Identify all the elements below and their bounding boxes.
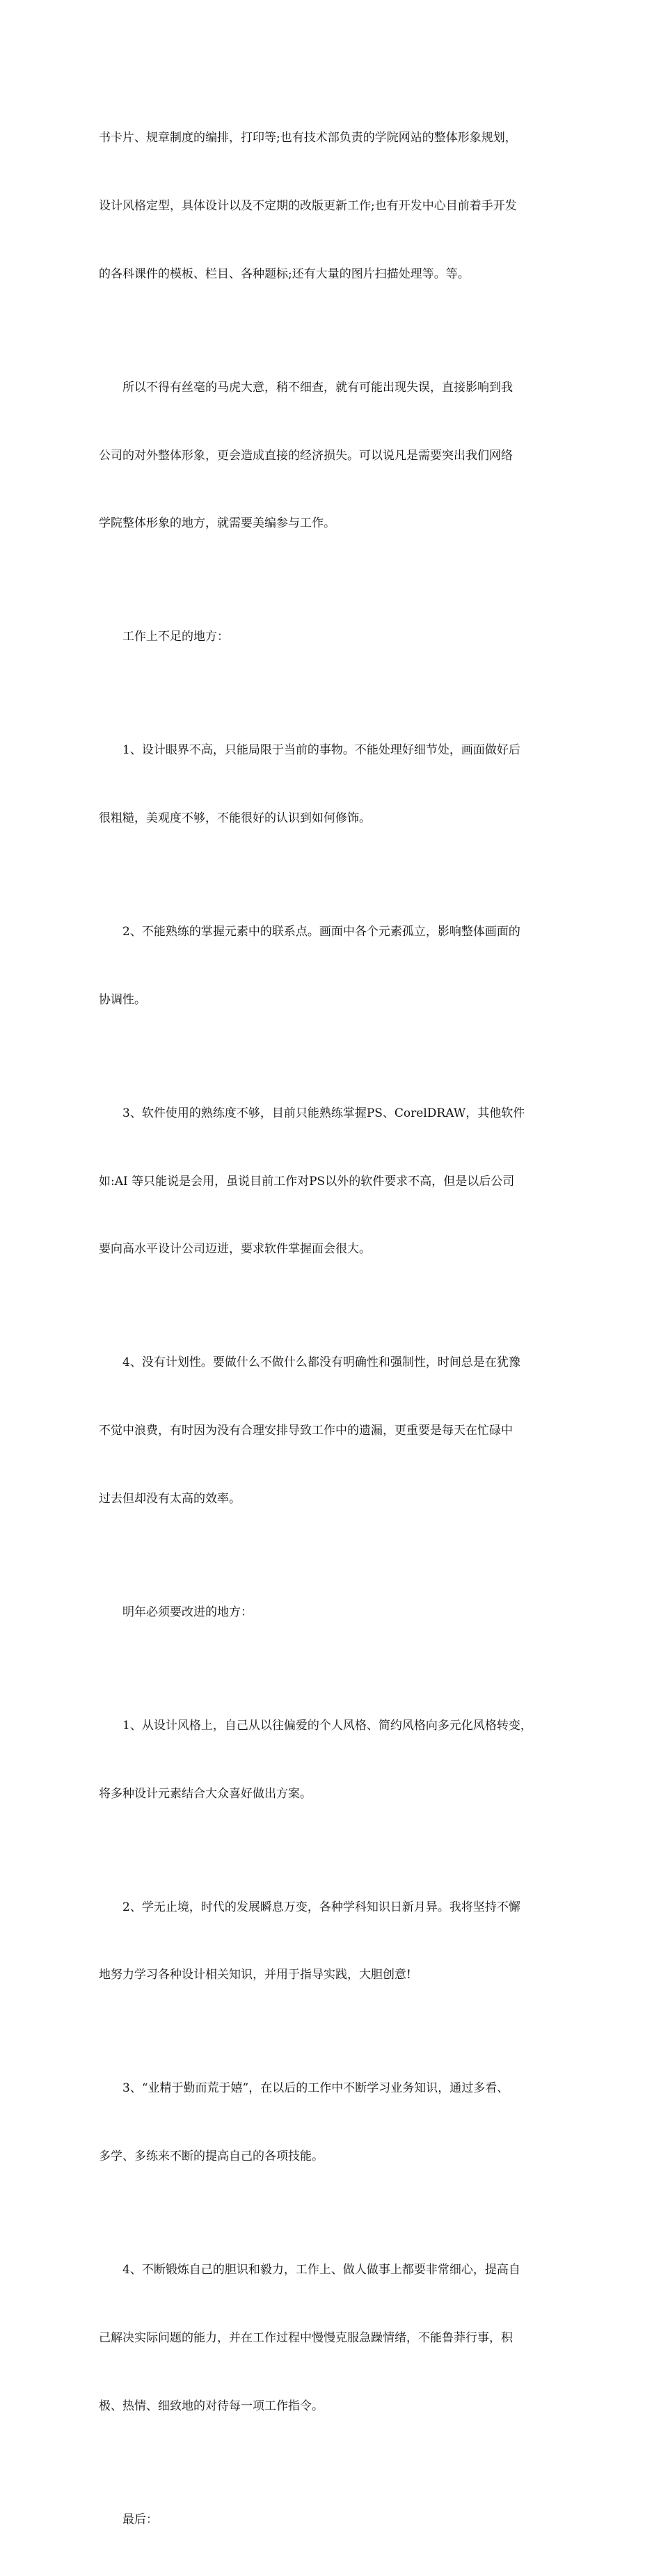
list-item <box>99 694 572 875</box>
text-line: 书卡片、规章制度的编排，打印等;也有技术部负责的学院网站的整体形象规划， <box>99 131 517 145</box>
text-line: 过去但却没有太高的效率。 <box>99 1491 241 1506</box>
section-heading <box>99 1556 572 1669</box>
text-line: 设计风格定型，具体设计以及不定期的改版更新工作;也有开发中心目前着手开发 <box>99 198 517 213</box>
text-line: 要向高水平设计公司迈进，要求软件掌握面会很大。 <box>99 1242 371 1257</box>
text-line: 不觉中浪费，有时因为没有合理安排导致工作中的遗漏，更重要是每天在忙碌中 <box>99 1424 513 1438</box>
text-line: 协调性。 <box>99 992 146 1007</box>
list-item <box>99 2032 572 2213</box>
text-line: 的各科课件的模板、栏目、各种题标;还有大量的图片扫描处理等。等。 <box>99 267 470 281</box>
list-item <box>99 1306 572 1556</box>
list-item <box>99 2213 572 2463</box>
text-line: 4、没有计划性。要做什么不做什么都没有明确性和强制性，时间总是在犹豫 <box>122 1355 520 1370</box>
text-line: 1、从设计风格上，自己从以往偏爱的个人风格、简约风格向多元化风格转变， <box>122 1718 532 1733</box>
list-item <box>99 1057 572 1307</box>
text-line: 多学、多练来不断的提高自己的各项技能。 <box>99 2149 324 2164</box>
text-line: 2、学无止境，时代的发展瞬息万变，各种学科知识日新月异。我将坚持不懈 <box>122 1900 520 1914</box>
text-line: 4、不断锻炼自己的胆识和毅力，工作上、做人做事上都要非常细心，提高自 <box>122 2263 520 2277</box>
text-line: 最后： <box>122 2512 158 2527</box>
text-line: 极、热情、细致地的对待每一项工作指令。 <box>99 2399 324 2413</box>
text-line: 所以不得有丝毫的马虎大意，稍不细查，就有可能出现失误，直接影响到我 <box>122 380 513 395</box>
list-item <box>99 1850 572 2032</box>
paragraph <box>99 331 572 581</box>
text-line: 1、设计眼界不高，只能局限于当前的事物。不能处理好细节处，画面做好后 <box>122 743 520 758</box>
text-line: 明年必须要改进的地方： <box>122 1605 253 1619</box>
list-item <box>99 1669 572 1851</box>
list-item <box>99 875 572 1057</box>
text-line: 很粗糙，美观度不够，不能很好的认识到如何修饰。 <box>99 811 371 825</box>
text-line: 地努力学习各种设计相关知识，并用于指导实践，大胆创意! <box>99 1968 411 1982</box>
text-line: 3、“业精于勤而荒于嬉”，在以后的工作中不断学习业务知识，通过多看、 <box>122 2081 509 2096</box>
text-line: 如:AI 等只能说是会用，虽说目前工作对PS以外的软件要求不高，但是以后公司 <box>99 1174 515 1188</box>
paragraph <box>99 81 572 331</box>
section-heading <box>99 580 572 694</box>
text-line: 3、软件使用的熟练度不够，目前只能熟练掌握PS、CorelDRAW，其他软件 <box>122 1106 525 1120</box>
text-line: 工作上不足的地方： <box>122 630 229 644</box>
text-line: 己解决实际问题的能力，并在工作过程中慢慢克服急躁情绪，不能鲁莽行事，积 <box>99 2330 513 2345</box>
text-line: 2、不能熟练的掌握元素中的联系点。画面中各个元素孤立，影响整体画面的 <box>122 924 520 939</box>
text-line: 学院整体形象的地方，就需要美编参与工作。 <box>99 516 335 531</box>
text-line: 公司的对外整体形象，更会造成直接的经济损失。可以说凡是需要突出我们网络 <box>99 448 513 463</box>
document-body <box>99 81 572 2576</box>
section-heading <box>99 2463 572 2576</box>
text-line: 将多种设计元素结合大众喜好做出方案。 <box>99 1786 312 1801</box>
